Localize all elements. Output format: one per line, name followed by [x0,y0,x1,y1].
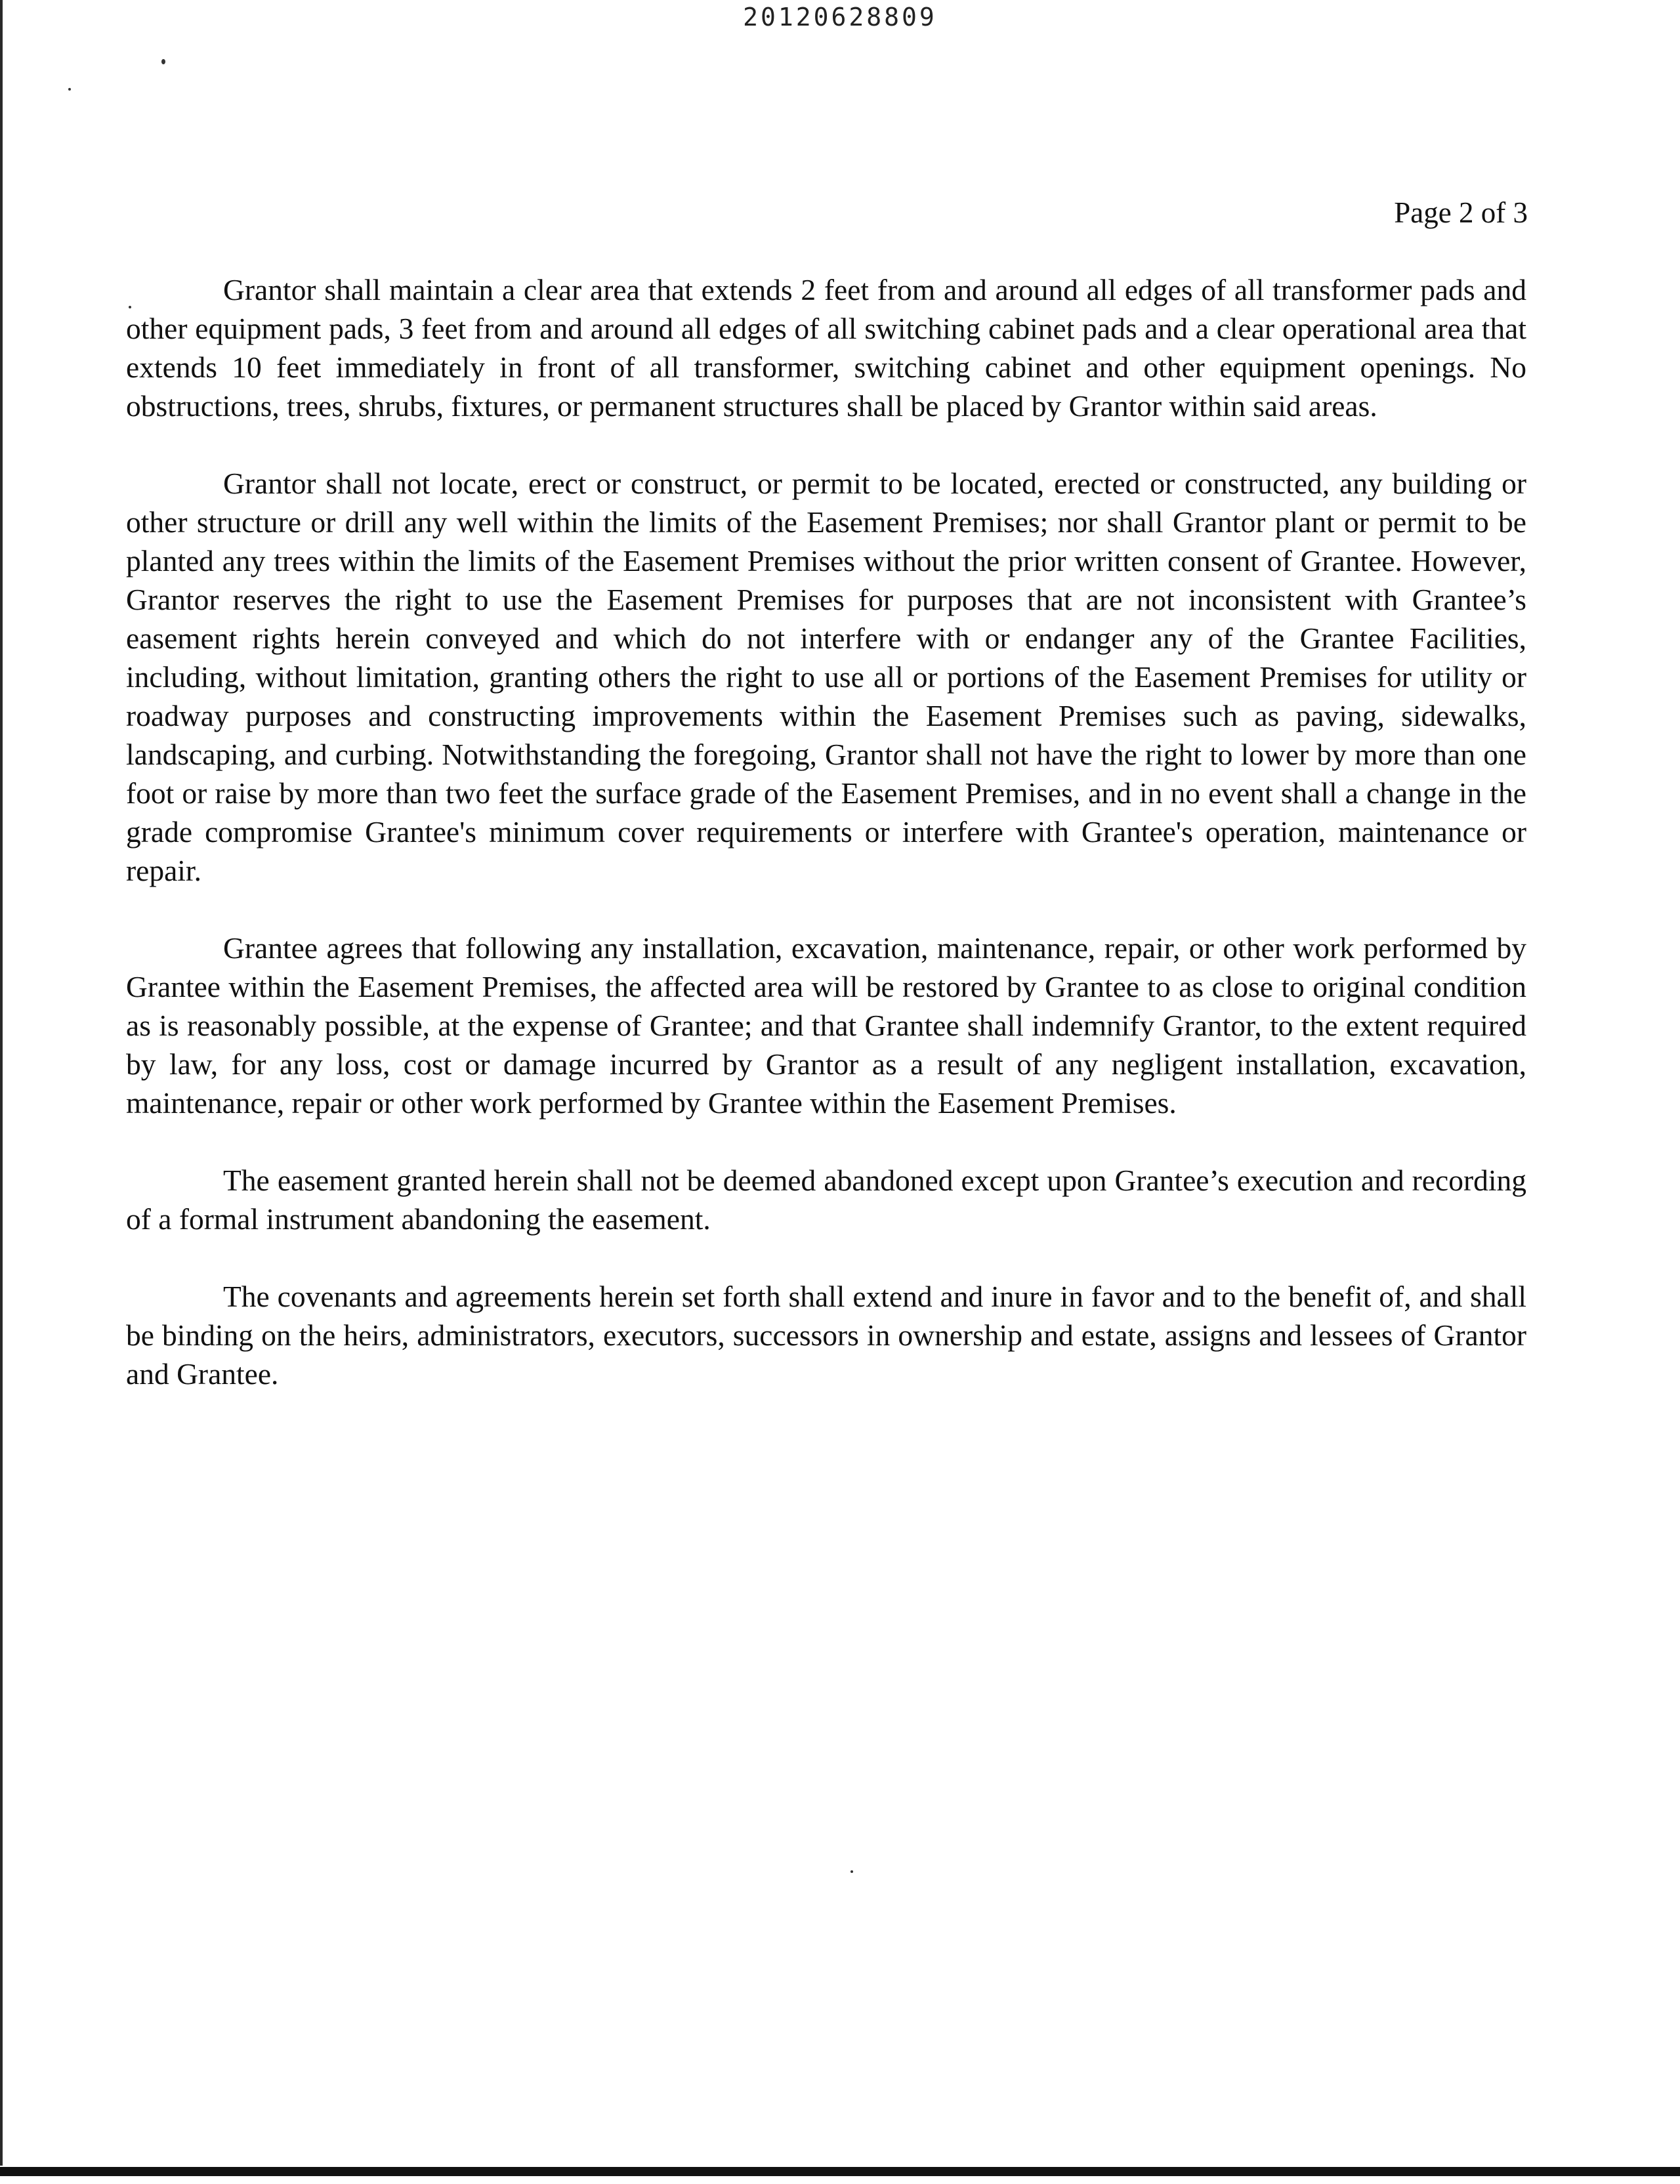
paragraph-structures-restriction: Grantor shall not locate, erect or construct, or permit to be located, erected or constructed, any building or other structure or drill any well within the limits of the Easement Premises; nor shall Grantor plant or permit to be planted any trees within the limits of the Easement Premises without the prior written consent of Grantee. However, Grantor reserves the right to use the Easement Premises for purposes that are not inconsistent with Grantee’s easement rights herein conveyed and which do not interfere with or endanger any of the Grantee Facilities, including, without limitation, granting others the right to use all or portions of the Easement Premises for utility or roadway purposes and constructing improvements within the Easement Premises such as paving, sidewalks, landscaping, and curbing. Notwithstanding the foregoing, Grantor shall not have the right to lower by more than one foot or raise by more than two feet the surface grade of the Easement Premises, and in no event shall a change in the grade compromise Grantee's minimum cover requirements or interfere with Grantee's operation, maintenance or repair. [126,467,1526,887]
scan-speck [68,88,71,91]
document-number: 20120628809 [743,3,937,32]
document-body [126,270,1526,1432]
scan-speck [161,59,165,64]
scan-speck [850,1870,853,1873]
paragraph-restoration-indemnity: Grantee agrees that following any installation, excavation, maintenance, repair, or other work performed by Grantee within the Easement Premises, the affected area will be restored by Grantee to as close to original condition as is reasonably possible, at the expense of Grantee; and that Grantee shall indemnify Grantor, to the extent required by law, for any loss, cost or damage incurred by Grantor as a result of any negligent installation, excavation, maintenance, repair or other work performed by Grantee within the Easement Premises. [126,931,1526,1120]
paragraph-abandonment: The easement granted herein shall not be deemed abandoned except upon Grantee’s execution and recording of a formal instrument abandoning the easement. [126,1164,1526,1236]
paragraph-clear-area: Grantor shall maintain a clear area that extends 2 feet from and around all edges of all transformer pads and other equipment pads, 3 feet from and around all edges of all switching cabinet pads and a clear operational area that extends 10 feet immediately in front of all transformer, switching cabinet and other equipment openings. No obstructions, trees, shrubs, fixtures, or permanent structures shall be placed by Grantor within said areas. [126,273,1526,423]
paragraph-covenants: The covenants and agreements herein set forth shall extend and inure in favor and to the benefit of, and shall be binding on the heirs, administrators, executors, successors in ownership and estate, assigns and lessees of Grantor and Grantee. [126,1280,1526,1391]
scan-edge-bottom [0,2167,1680,2176]
page-number-label: Page 2 of 3 [1394,196,1528,229]
scan-edge-left [0,0,3,2166]
